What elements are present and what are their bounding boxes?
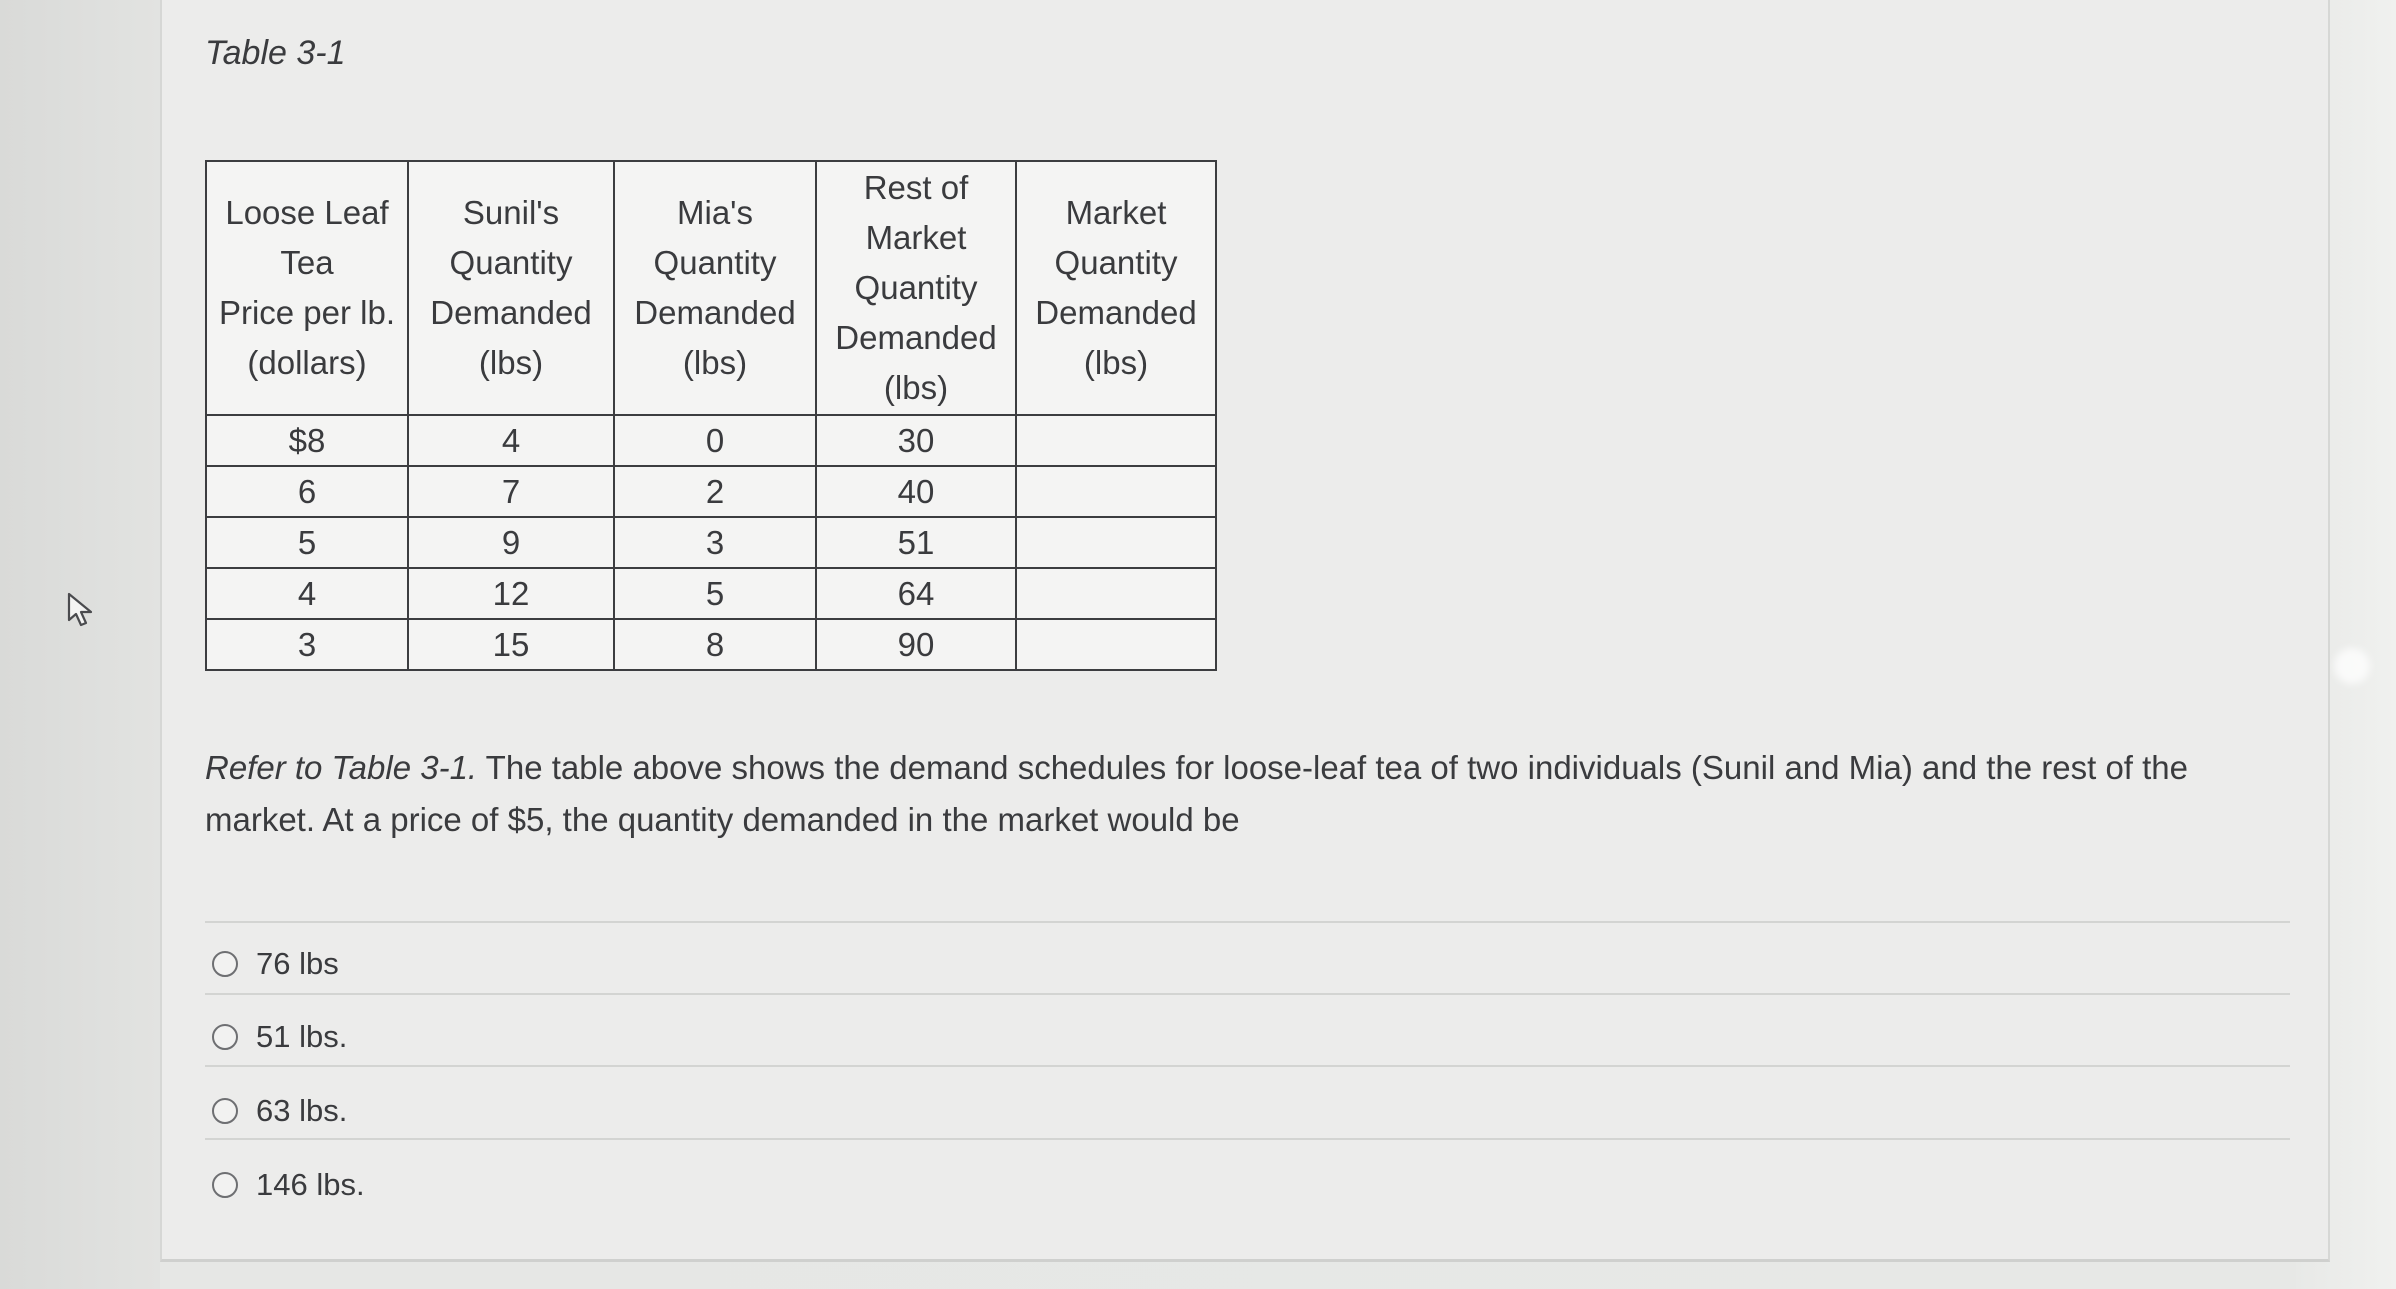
cell-sunil-quantity: 9 <box>408 517 614 568</box>
cell-rest-of-market-quantity: 51 <box>816 517 1016 568</box>
answer-option-label: 63 lbs. <box>256 1093 348 1128</box>
cell-rest-of-market-quantity: 30 <box>816 415 1016 466</box>
table-row <box>206 568 1216 619</box>
divider <box>205 921 2290 923</box>
header-line: Quantity <box>653 244 777 281</box>
header-line: Sunil's <box>462 194 560 231</box>
header-line: Price per lb. <box>218 294 396 331</box>
divider <box>205 993 2290 995</box>
header-mia-quantity <box>614 161 816 415</box>
question-text <box>205 742 2305 846</box>
header-line: Demanded <box>430 294 592 331</box>
answer-option-2[interactable] <box>212 1019 347 1055</box>
header-line: Rest of <box>863 169 969 206</box>
table-header-row <box>206 161 1216 415</box>
header-line: Demanded <box>1035 294 1197 331</box>
header-market-quantity <box>1016 161 1216 415</box>
cell-market-quantity <box>1016 568 1216 619</box>
table-body <box>206 415 1216 670</box>
divider <box>205 1138 2290 1140</box>
cell-price: $8 <box>206 415 408 466</box>
header-price <box>206 161 408 415</box>
header-line: Demanded <box>634 294 796 331</box>
header-line: Loose Leaf <box>225 194 389 231</box>
cell-mia-quantity: 8 <box>614 619 816 670</box>
cell-market-quantity <box>1016 466 1216 517</box>
header-line: (lbs) <box>682 344 748 381</box>
header-rest-of-market-quantity <box>816 161 1016 415</box>
table-row <box>206 619 1216 670</box>
header-sunil-quantity <box>408 161 614 415</box>
cell-sunil-quantity: 12 <box>408 568 614 619</box>
radio-button-icon[interactable] <box>212 1172 238 1198</box>
table-title: Table 3-1 <box>205 34 346 72</box>
cell-sunil-quantity: 4 <box>408 415 614 466</box>
header-line: Market <box>865 219 967 256</box>
cell-rest-of-market-quantity: 40 <box>816 466 1016 517</box>
header-line: (lbs) <box>478 344 544 381</box>
cell-price: 6 <box>206 466 408 517</box>
answer-option-3[interactable] <box>212 1093 347 1129</box>
radio-button-icon[interactable] <box>212 951 238 977</box>
cell-price: 3 <box>206 619 408 670</box>
question-reference: Refer to Table 3-1. <box>205 749 478 786</box>
radio-button-icon[interactable] <box>212 1098 238 1124</box>
cell-price: 5 <box>206 517 408 568</box>
radio-button-icon[interactable] <box>212 1024 238 1050</box>
cell-rest-of-market-quantity: 90 <box>816 619 1016 670</box>
cell-mia-quantity: 5 <box>614 568 816 619</box>
demand-schedule-table <box>205 160 1217 671</box>
cell-price: 4 <box>206 568 408 619</box>
cell-sunil-quantity: 7 <box>408 466 614 517</box>
cell-mia-quantity: 2 <box>614 466 816 517</box>
divider <box>205 1065 2290 1067</box>
answer-option-label: 51 lbs. <box>256 1019 348 1054</box>
background-left <box>0 0 160 1289</box>
header-line: Tea <box>280 244 334 281</box>
header-line: (lbs) <box>883 369 949 406</box>
header-line: Demanded <box>835 319 997 356</box>
cell-mia-quantity: 0 <box>614 415 816 466</box>
glare-dot-4 <box>2334 648 2370 684</box>
answer-option-1[interactable] <box>212 946 339 982</box>
table-row <box>206 466 1216 517</box>
table-row <box>206 415 1216 466</box>
header-line: (dollars) <box>247 344 367 381</box>
answer-option-label: 76 lbs <box>256 946 339 981</box>
header-line: Quantity <box>449 244 573 281</box>
answer-option-label: 146 lbs. <box>256 1167 365 1202</box>
cell-rest-of-market-quantity: 64 <box>816 568 1016 619</box>
header-line: Quantity <box>1054 244 1178 281</box>
header-line: (lbs) <box>1083 344 1149 381</box>
header-line: Mia's <box>677 194 753 231</box>
mouse-pointer-icon <box>66 592 96 628</box>
header-line: Market <box>1065 194 1167 231</box>
answer-option-4[interactable] <box>212 1167 365 1203</box>
cell-sunil-quantity: 15 <box>408 619 614 670</box>
header-line: Quantity <box>854 269 978 306</box>
cell-market-quantity <box>1016 619 1216 670</box>
cell-mia-quantity: 3 <box>614 517 816 568</box>
cell-market-quantity <box>1016 517 1216 568</box>
cell-market-quantity <box>1016 415 1216 466</box>
question-body: The table above shows the demand schedules for loose-leaf tea of two individuals (Sunil and Mia) and the rest of the market. At a price of $5, the quantity demanded in the market would be <box>205 749 2189 838</box>
table-row <box>206 517 1216 568</box>
